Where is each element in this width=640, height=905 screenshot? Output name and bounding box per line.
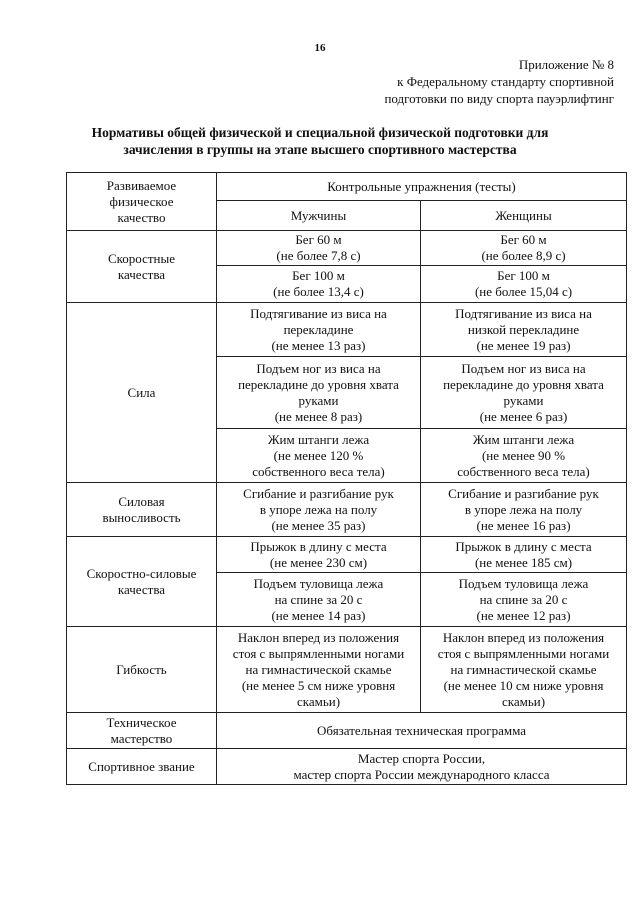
cell-line: Сгибание и разгибание рук [243, 485, 394, 501]
appendix-line: подготовки по виду спорта пауэрлифтинг [384, 91, 614, 106]
cell-line: собственного веса тела) [252, 463, 385, 479]
quality-cell: Спортивное звание [67, 749, 217, 785]
appendix-header [384, 56, 614, 107]
cell-line: в упоре лежа на полу [464, 501, 583, 517]
technical-program-cell: Обязательная техническая программа [217, 713, 627, 749]
table-row [67, 231, 627, 266]
men-norm-cell [217, 483, 421, 537]
table-row [67, 713, 627, 749]
women-norm-cell [421, 303, 627, 357]
women-norm-cell [421, 231, 627, 266]
title-line: Нормативы общей физической и специальной физической подготовки для [91, 125, 549, 140]
cell-line: Развиваемое [106, 177, 177, 193]
quality-cell [67, 537, 217, 627]
cell-line: на спине за 20 с [274, 591, 363, 607]
cell-line: Бег 60 м [500, 232, 547, 247]
cell-line: (не менее 10 см ниже уровня [443, 677, 604, 693]
cell-line: Мастер спорта России, [357, 750, 486, 766]
women-norm-cell [421, 483, 627, 537]
cell-line: стоя с выпрямленными ногами [232, 645, 405, 661]
header-tests-cell: Контрольные упражнения (тесты) [217, 173, 627, 201]
cell-line: физическое [109, 193, 174, 209]
table-row [67, 483, 627, 537]
cell-line: в упоре лежа на полу [259, 501, 378, 517]
cell-line: Наклон вперед из положения [237, 629, 400, 645]
cell-line: (не менее 14 раз) [271, 607, 366, 623]
cell-line: на гимнастической скамье [450, 661, 597, 677]
men-norm-cell [217, 357, 421, 429]
cell-line: Подъем туловища лежа [458, 575, 589, 591]
cell-line: на спине за 20 с [479, 591, 568, 607]
cell-line: качества [117, 266, 166, 282]
cell-line: стоя с выпрямленными ногами [437, 645, 610, 661]
cell-line: (не менее 16 раз) [476, 517, 571, 533]
cell-line: (не менее 12 раз) [476, 607, 571, 623]
men-norm-cell [217, 266, 421, 303]
cell-line: (не менее 19 раз) [476, 337, 571, 353]
cell-line: руками [503, 392, 544, 408]
cell-line: скамьи) [501, 693, 546, 709]
women-norm-cell [421, 357, 627, 429]
cell-line: (не менее 6 раз) [479, 408, 568, 424]
cell-line: Подтягивание из виса на [455, 305, 592, 321]
cell-line: мастер спорта России международного класса [293, 766, 550, 782]
cell-line: выносливость [102, 509, 181, 525]
women-norm-cell [421, 537, 627, 573]
cell-line: Подъем туловища лежа [253, 575, 384, 591]
cell-line: Бег 100 м [292, 268, 345, 283]
men-norm-cell [217, 231, 421, 266]
cell-line: (не менее 90 % [481, 447, 566, 463]
cell-line: качество [117, 209, 166, 225]
cell-line: (не менее 35 раз) [271, 517, 366, 533]
cell-line: Скоростно-силовые [86, 565, 197, 581]
cell-line: (не менее 8 раз) [274, 408, 363, 424]
cell-line: (не менее 185 см) [474, 554, 573, 570]
cell-line: Подтягивание из виса на [250, 305, 387, 321]
cell-line: Скоростные [107, 250, 176, 266]
quality-cell [67, 713, 217, 749]
cell-line: Жим штанги лежа [267, 431, 370, 447]
header-quality-cell [67, 173, 217, 231]
cell-line: перекладине до уровня хвата [443, 376, 604, 392]
cell-line: собственного веса тела) [457, 463, 590, 479]
cell-line: Бег 60 м [295, 232, 342, 247]
cell-line: на гимнастической скамье [245, 661, 392, 677]
cell-line: (не более 15,04 с) [474, 284, 573, 299]
cell-line: качества [117, 581, 166, 597]
men-norm-cell [217, 573, 421, 627]
cell-line: Силовая [118, 493, 165, 509]
cell-line: Сгибание и разгибание рук [448, 485, 599, 501]
cell-line: Наклон вперед из положения [442, 629, 605, 645]
cell-line: Техническое [106, 714, 177, 730]
title-line: зачисления в группы на этапе высшего спортивного мастерства [123, 142, 517, 157]
cell-line: (не более 7,8 с) [276, 248, 361, 263]
cell-line: Прыжок в длину с места [250, 538, 387, 554]
table-row [67, 537, 627, 573]
cell-line: (не более 13,4 с) [273, 284, 364, 299]
cell-line: Подъем ног из виса на [256, 360, 381, 376]
quality-cell: Гибкость [67, 627, 217, 713]
women-norm-cell [421, 266, 627, 303]
quality-cell [67, 483, 217, 537]
men-norm-cell [217, 537, 421, 573]
cell-line: руками [298, 392, 339, 408]
page-number: 16 [314, 42, 326, 54]
cell-line: (не менее 230 см) [269, 554, 368, 570]
cell-line: Бег 100 м [497, 268, 550, 283]
header-women-cell: Женщины [421, 201, 627, 231]
men-norm-cell [217, 627, 421, 713]
women-norm-cell [421, 429, 627, 483]
cell-line: (не менее 13 раз) [271, 337, 366, 353]
cell-line: Жим штанги лежа [472, 431, 575, 447]
table-row [67, 173, 627, 201]
cell-line: перекладине до уровня хвата [238, 376, 399, 392]
women-norm-cell [421, 627, 627, 713]
cell-line: низкой перекладине [467, 321, 580, 337]
table-row [67, 749, 627, 785]
cell-line: (не менее 120 % [273, 447, 364, 463]
appendix-line: к Федеральному стандарту спортивной [397, 74, 614, 89]
quality-cell: Сила [67, 303, 217, 483]
cell-line: Подъем ног из виса на [461, 360, 586, 376]
cell-line: (не менее 5 см ниже уровня [241, 677, 396, 693]
norms-table [66, 172, 627, 785]
document-title [40, 124, 600, 158]
table-row [67, 627, 627, 713]
appendix-line: Приложение № 8 [518, 57, 614, 72]
cell-line: Прыжок в длину с места [455, 538, 592, 554]
quality-cell [67, 231, 217, 303]
cell-line: мастерство [110, 730, 173, 746]
sport-rank-cell [217, 749, 627, 785]
men-norm-cell [217, 303, 421, 357]
header-men-cell: Мужчины [217, 201, 421, 231]
men-norm-cell [217, 429, 421, 483]
table-row [67, 303, 627, 357]
cell-line: скамьи) [296, 693, 341, 709]
women-norm-cell [421, 573, 627, 627]
cell-line: перекладине [283, 321, 354, 337]
cell-line: (не более 8,9 с) [481, 248, 566, 263]
